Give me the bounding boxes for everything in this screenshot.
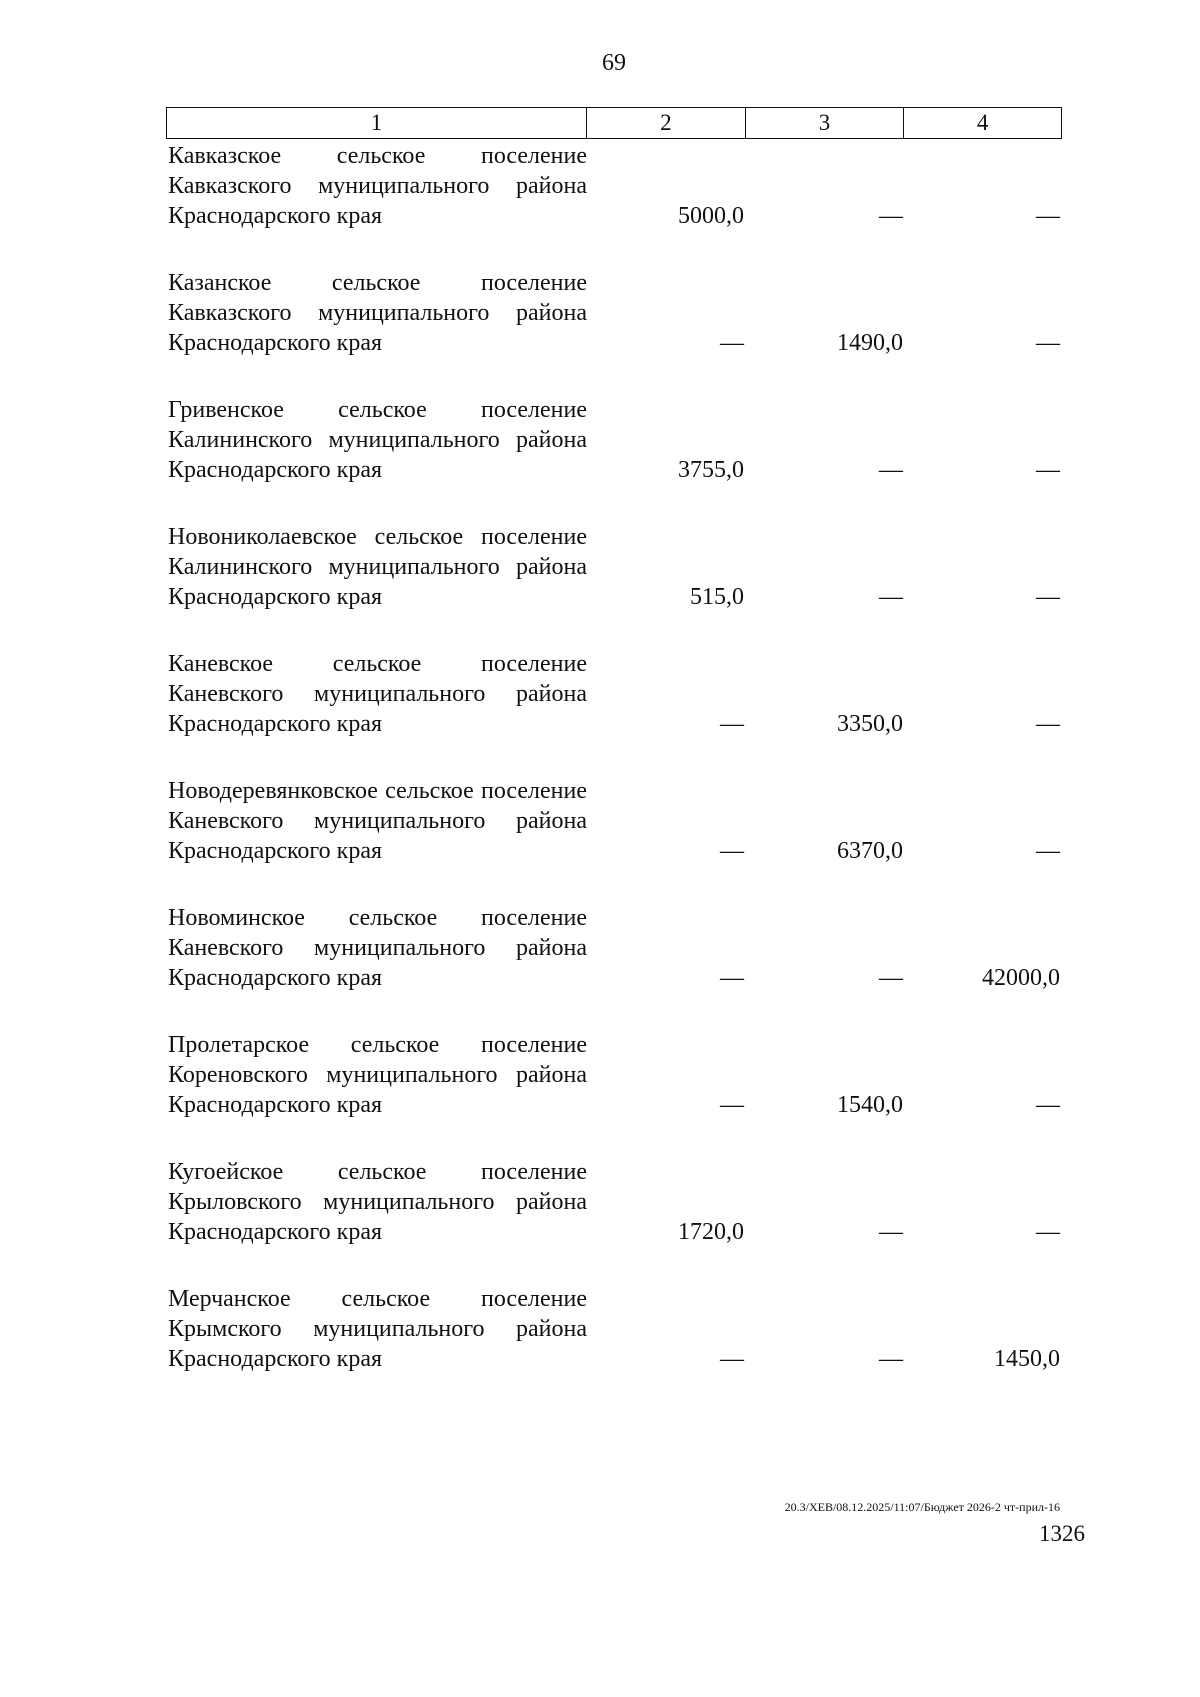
settlement-name: Новодеревянковское сельское поселение Каневского муниципального района Краснодарского края: [168, 778, 587, 864]
value-col-3: —: [879, 1219, 903, 1245]
value-col-2: 1720,0: [678, 1219, 744, 1245]
value-col-4: —: [1036, 838, 1060, 864]
table-row: [166, 522, 1062, 617]
settlement-name: Каневское сельское поселение Каневского муниципального района Краснодарского края: [168, 651, 587, 737]
column-header-3: 3: [746, 108, 905, 138]
value-col-4: —: [1036, 1092, 1060, 1118]
table-row: [166, 1157, 1062, 1252]
page-number: 69: [602, 50, 626, 76]
value-col-4: —: [1036, 457, 1060, 483]
value-col-2: —: [720, 1092, 744, 1118]
value-col-3: —: [879, 965, 903, 991]
settlement-name: Мерчанское сельское поселение Крымского муниципального района Краснодарского края: [168, 1286, 587, 1372]
settlement-name: Новоминское сельское поселение Каневского муниципального района Краснодарского края: [168, 905, 587, 991]
column-header-2: 2: [587, 108, 746, 138]
table-row: [166, 268, 1062, 363]
table-row: [166, 141, 1062, 236]
settlement-name: Гривенское сельское поселение Калининского муниципального района Краснодарского края: [168, 397, 587, 483]
value-col-2: —: [720, 838, 744, 864]
value-col-3: 3350,0: [837, 711, 903, 737]
value-col-4: —: [1036, 330, 1060, 356]
table-row: [166, 776, 1062, 871]
value-col-4: —: [1036, 1219, 1060, 1245]
table-row: [166, 649, 1062, 744]
value-col-2: —: [720, 330, 744, 356]
value-col-3: 6370,0: [837, 838, 903, 864]
value-col-4: 42000,0: [982, 965, 1060, 991]
value-col-3: 1540,0: [837, 1092, 903, 1118]
value-col-2: —: [720, 1346, 744, 1372]
value-col-4: —: [1036, 711, 1060, 737]
document-code: 20.3/ХЕВ/08.12.2025/11:07/Бюджет 2026-2 чт-прил-16: [784, 1500, 1060, 1514]
value-col-2: 5000,0: [678, 203, 744, 229]
table-row: [166, 395, 1062, 490]
settlement-name: Новониколаевское сельское поселение Калининского муниципального района Краснодарского края: [168, 524, 587, 610]
settlement-name: Кавказское сельское поселение Кавказского муниципального района Краснодарского края: [168, 143, 587, 229]
value-col-4: 1450,0: [994, 1346, 1060, 1372]
value-col-4: —: [1036, 203, 1060, 229]
table-row: [166, 1030, 1062, 1125]
value-col-4: —: [1036, 584, 1060, 610]
settlement-name: Пролетарское сельское поселение Кореновского муниципального района Краснодарского края: [168, 1032, 587, 1118]
settlement-name: Кугоейское сельское поселение Крыловского муниципального района Краснодарского края: [168, 1159, 587, 1245]
table-row: [166, 1284, 1062, 1379]
value-col-3: —: [879, 584, 903, 610]
value-col-3: —: [879, 203, 903, 229]
column-header-1: 1: [167, 108, 587, 138]
value-col-2: 515,0: [690, 584, 744, 610]
column-header-row: [166, 107, 1062, 139]
value-col-3: 1490,0: [837, 330, 903, 356]
settlement-name: Казанское сельское поселение Кавказского муниципального района Краснодарского края: [168, 270, 587, 356]
column-header-4: 4: [976, 110, 989, 135]
value-col-2: —: [720, 965, 744, 991]
value-col-3: —: [879, 457, 903, 483]
table-row: [166, 903, 1062, 998]
sheet-number: 1326: [1039, 1521, 1085, 1546]
value-col-2: —: [720, 711, 744, 737]
value-col-3: —: [879, 1346, 903, 1372]
value-col-2: 3755,0: [678, 457, 744, 483]
